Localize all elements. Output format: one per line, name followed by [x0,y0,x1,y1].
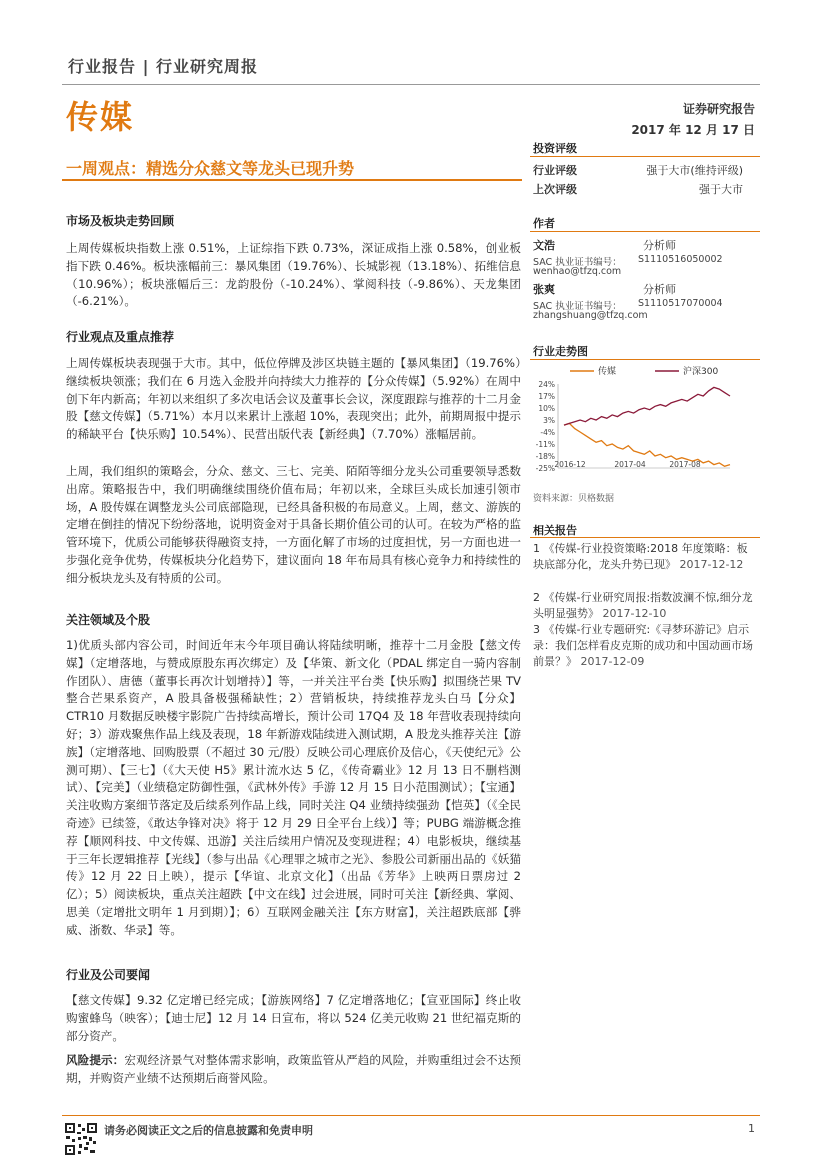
page-number: 1 [748,1122,755,1135]
y-tick-label: -18% [535,452,555,461]
x-tick-label: 2017-08 [669,460,701,469]
trend-chart [530,360,760,472]
series-line [564,387,730,425]
risk-warning [66,1052,521,1088]
author-name: 张爽 [533,283,555,296]
series-line [564,423,730,466]
author-email[interactable]: wenhao@tfzq.com [533,266,622,277]
report-date: 2017 年 12 月 17 日 [631,123,755,137]
paragraph-views-2: 上周，我们组织的策略会，分众、慈文、三七、完美、陌陌等细分龙头公司重要领导悉数出席。策略报告中，我们明确继续围绕价值布局；年初以来，全球巨头成长加速引领市场，A 股传媒在调整龙头公司底部隐现，已经具备积极的布局意义。上周，慈文、游族的定增在倒挂的情况下纷纷落地，说明资金对于具备长期价值公司的认可。在较为严格的监管环境下，优质公司能够获得融资支持，一方面化解了市场的过度担忧，另一方面也进一步强化竞争优势，传媒板块分化趋势下，建议面向 18 年布局具有核心竞争力和持续性的细分板块龙头及有特质的公司。 [66,464,521,585]
related-text: 3 《传媒-行业专题研究:《寻梦环游记》启示录：我们怎样看皮克斯的成功和中国动画市场前景？》 [533,623,753,668]
y-tick-label: 10% [538,404,555,413]
author-role: 分析师 [643,283,676,296]
related-date: 2017-12-12 [679,558,744,571]
section-heading-market: 市场及板块走势回顾 [66,214,175,228]
rating-row-previous [533,181,743,197]
x-tick-label: 2016-12 [554,460,586,469]
related-divider [530,537,760,538]
cert-number: S1110517070004 [638,298,723,309]
qr-code-icon [64,1122,98,1156]
y-tick-label: -25% [535,464,555,472]
rating-label: 上次评级 [533,183,577,196]
paragraph-views-1: 上周传媒板块表现强于大市。其中，低位停牌及涉区块链主题的【暴风集团】（19.76%）继续板块领涨；我们在 6 月选入金股并向持续大力推荐的【分众传媒】（5.92%）在周中创下年内新高；年初以来组织了多次电话会议及董事长会议，深度跟踪与推荐的十二月金股【慈文传媒】（5.71%）本月以来累计上涨超 10%，表现突出；此外，前期周报中提示的稀缺平台【快乐购】10.54%）、民营出版代表【新经典】（7.70%）涨幅居前。 [66,356,521,442]
y-tick-label: 3% [543,416,555,425]
y-tick-label: -4% [540,428,555,437]
related-text: 2 《传媒-行业研究周报:指数波澜不惊,细分龙头明显强势》 [533,591,753,620]
related-text: 1 《传媒-行业投资策略:2018 年度策略：板块底部分化，龙头升势已现》 [533,542,748,571]
footer-disclaimer: 请务必阅读正文之后的信息披露和免责申明 [104,1124,313,1137]
x-tick-label: 2017-04 [614,460,646,469]
headline: 一周观点：精选分众慈文等龙头已现升势 [66,159,355,178]
headline-divider [62,179,522,181]
related-date: 2017-12-09 [580,655,645,668]
legend-label: 传媒 [598,367,617,377]
section-heading-views: 行业观点及重点推荐 [66,330,175,344]
top-divider [62,84,760,85]
rating-label: 行业评级 [533,164,577,177]
risk-text: 宏观经济景气对整体需求影响，政策监管从严趋的风险，并购重组过会不达预期，并购资产业绩不达预期后商誉风险。 [66,1053,521,1085]
chart-source: 资料来源：贝格数据 [533,494,615,504]
legend-label: 沪深300 [683,367,719,377]
y-tick-label: -11% [535,440,555,449]
rating-value: 强于大市(维持评级) [646,164,743,177]
section-heading-focus: 关注领域及个股 [66,613,151,627]
related-report-1[interactable] [533,541,758,573]
report-category: 行业报告 | 行业研究周报 [68,57,258,76]
paragraph-news: 【慈文传媒】9.32 亿定增已经完成；【游族网络】7 亿定增落地亿；【宣亚国际】终止收购蜜蜂鸟（映客）；【迪士尼】12 月 14 日宣布，将以 524 亿美元收购 21 世纪福克斯的部分资产。 [66,993,521,1043]
related-report-3[interactable] [533,622,758,670]
y-tick-label: 24% [538,380,555,389]
related-title: 相关报告 [533,524,577,537]
y-tick-label: 17% [538,392,555,401]
report-type: 证券研究报告 [682,102,755,116]
related-report-2[interactable] [533,590,758,622]
authors-divider [530,231,760,232]
chart-title: 行业走势图 [533,345,588,358]
author-name: 文浩 [533,239,555,252]
section-heading-news: 行业及公司要闻 [66,968,151,982]
industry-title: 传媒 [66,98,135,136]
cert-number: S1110516050002 [638,254,723,265]
cert-label: SAC 执业证书编号： [533,301,622,312]
rating-title: 投资评级 [533,142,577,155]
footer-divider [62,1115,760,1116]
paragraph-market: 上周传媒板块指数上涨 0.51%，上证综指下跌 0.73%，深证成指上涨 0.58%，创业板指下跌 0.46%。板块涨幅前三：暴风集团（19.76%）、长城影视（13.18%）、拓维信息（10.96%）；板块涨幅后三：龙韵股份（-10.24%）、掌阅科技（-9.86%）、天龙集团（-6.21%）。 [66,241,521,309]
cert-label: SAC 执业证书编号： [533,257,622,268]
rating-divider [530,156,760,157]
related-date: 2017-12-10 [602,607,667,620]
author-email[interactable]: zhangshuang@tfzq.com [533,310,648,321]
authors-title: 作者 [533,217,555,230]
rating-value: 强于大市 [699,183,743,196]
risk-label: 风险提示： [66,1053,125,1067]
author-role: 分析师 [643,239,676,252]
paragraph-focus: 1)优质头部内容公司，时间近年末今年项目确认将陆续明晰，推荐十二月金股【慈文传媒】（定增落地，与赞成原股东再次绑定）及【华策、新文化（PDAL 绑定自一骑内容制作团队）、唐德（董事长再次计划增持）】等，一并关注平台类【快乐购】拟围绕芒果 TV 整合芒果系资产，A 股具备极强稀缺性；2）营销板块，持续推荐龙头白马【分众】CTR10 月数据反映楼宇影院广告持续高增长，预计公司 17Q4 及 18 年营收表现持续向好；3）游戏聚焦作品上线及表现，18 年新游戏陆续进入测试期，A 股龙头推荐关注【游族】（定增落地、回购股票（不超过 30 元/股）反映公司心理底价及信心，《天使纪元》公测可期）、【三七】（《大天使 H5》累计流水达 5 亿，《传奇霸业》12 月 13 日不删档测试）、【完美】（业绩稳定防御性强，《武林外传》手游 12 月 15 日小范围测试）；【宝通】关注收购方案细节落定及后续系列作品上线，同时关注 Q4 业绩持续强劲【恺英】（《全民奇迹》已续签，《敢达争锋对决》将于 12 月 29 日全平台上线）】等；PUBG 端游概念推荐【顺网科技、中文传媒、迅游】关注后续用户情况及变现进程；4）电影板块，继续基于三年长逻辑推荐【光线】（参与出品《心理罪之城市之光》、参股公司新丽出品的《妖猫传》12 月 22 日上映），提示【华谊、北京文化】（出品《芳华》上映两日票房过 2 亿）；5）阅读板块，重点关注超跌【中文在线】过会进展，同时可关注【新经典、掌阅、思美（定增批文明年 1 月到期）】；6）互联网金融关注【东方财富】，关注超跌底部【骅威、浙数、华录】等。 [66,638,521,937]
rating-row-current [533,162,743,178]
